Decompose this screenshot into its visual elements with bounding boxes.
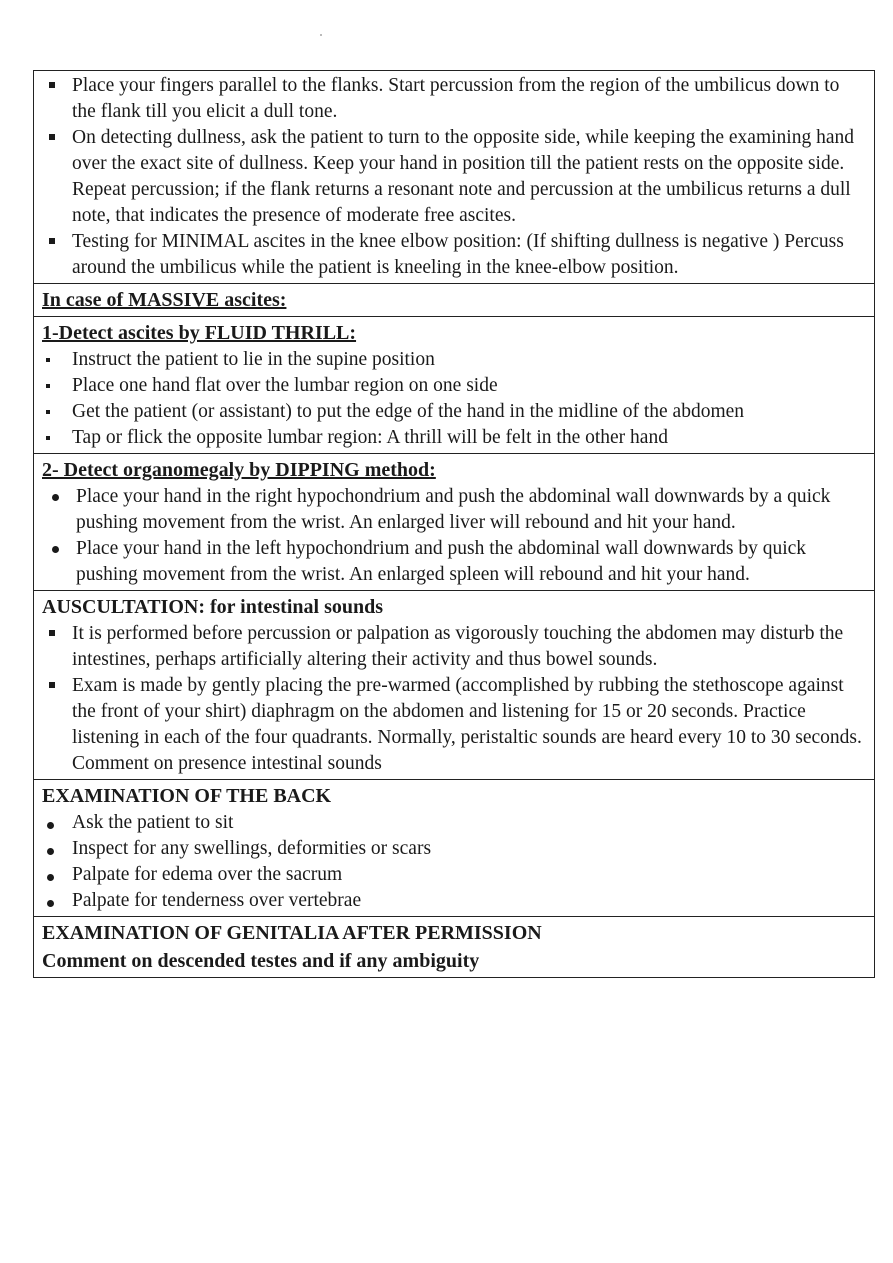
list-item: Place your hand in the right hypochondrium and push the abdominal wall downwards by a quick pushing movement from the wrist. An enlarged liver will rebound and hit your hand. (42, 484, 868, 536)
genitalia-exam-note: Comment on descended testes and if any ambiguity (42, 950, 480, 972)
list-item: Place your hand in the left hypochondrium and push the abdominal wall downwards by quick pushing movement from the wrist. An enlarged spleen will rebound and hit your hand. (42, 536, 868, 588)
auscultation-section (34, 591, 874, 780)
list-item: Inspect for any swellings, deformities or scars (42, 836, 868, 862)
genitalia-exam-section (34, 917, 874, 978)
auscultation-list (42, 621, 868, 777)
shifting-dullness-section (34, 70, 874, 284)
fluid-thrill-section (34, 317, 874, 454)
scan-speck (320, 34, 322, 36)
list-item: Ask the patient to sit (42, 810, 868, 836)
massive-ascites-heading: In case of MASSIVE ascites: (42, 289, 287, 311)
fluid-thrill-heading: 1-Detect ascites by FLUID THRILL: (42, 322, 357, 344)
list-item: Tap or flick the opposite lumbar region: A thrill will be felt in the other hand (42, 425, 868, 451)
fluid-thrill-list (42, 347, 868, 451)
massive-ascites-section (34, 284, 874, 317)
genitalia-exam-heading: EXAMINATION OF GENITALIA AFTER PERMISSION (42, 922, 542, 944)
list-item: Palpate for tenderness over vertebrae (42, 888, 868, 914)
auscultation-heading: AUSCULTATION: for intestinal sounds (42, 596, 384, 618)
list-item: Place your fingers parallel to the flanks. Start percussion from the region of the umbilicus down to the flank till you elicit a dull tone. (42, 73, 868, 125)
list-item: Testing for MINIMAL ascites in the knee elbow position: (If shifting dullness is negative ) Percuss around the umbilicus while the patient is kneeling in the knee-elbow position. (42, 229, 868, 281)
dipping-method-list (42, 484, 868, 588)
list-item: Place one hand flat over the lumbar region on one side (42, 373, 868, 399)
back-exam-list (42, 810, 868, 914)
list-item: On detecting dullness, ask the patient to turn to the opposite side, while keeping the examining hand over the exact site of dullness. Keep your hand in position till the patient rests on the opposite side. Repeat percussion; if the flank returns a resonant note and percussion at the umbilicus returns a dull note, that indicates the presence of moderate free ascites. (42, 125, 868, 229)
shifting-dullness-list (42, 73, 868, 281)
list-item: Instruct the patient to lie in the supine position (42, 347, 868, 373)
exam-notes-table (33, 70, 875, 978)
list-item: Exam is made by gently placing the pre-warmed (accomplished by rubbing the stethoscope against the front of your shirt) diaphragm on the abdomen and listening for 15 or 20 seconds. Practice listening in each of the four quadrants. Normally, peristaltic sounds are heard every 10 to 30 seconds. Comment on presence intestinal sounds (42, 673, 868, 777)
list-item: It is performed before percussion or palpation as vigorously touching the abdomen may disturb the intestines, perhaps artificially altering their activity and thus bowel sounds. (42, 621, 868, 673)
list-item: Get the patient (or assistant) to put the edge of the hand in the midline of the abdomen (42, 399, 868, 425)
list-item: Palpate for edema over the sacrum (42, 862, 868, 888)
dipping-method-heading: 2- Detect organomegaly by DIPPING method: (42, 459, 436, 481)
back-exam-section (34, 780, 874, 917)
dipping-method-section (34, 454, 874, 591)
back-exam-heading: EXAMINATION OF THE BACK (42, 785, 332, 807)
